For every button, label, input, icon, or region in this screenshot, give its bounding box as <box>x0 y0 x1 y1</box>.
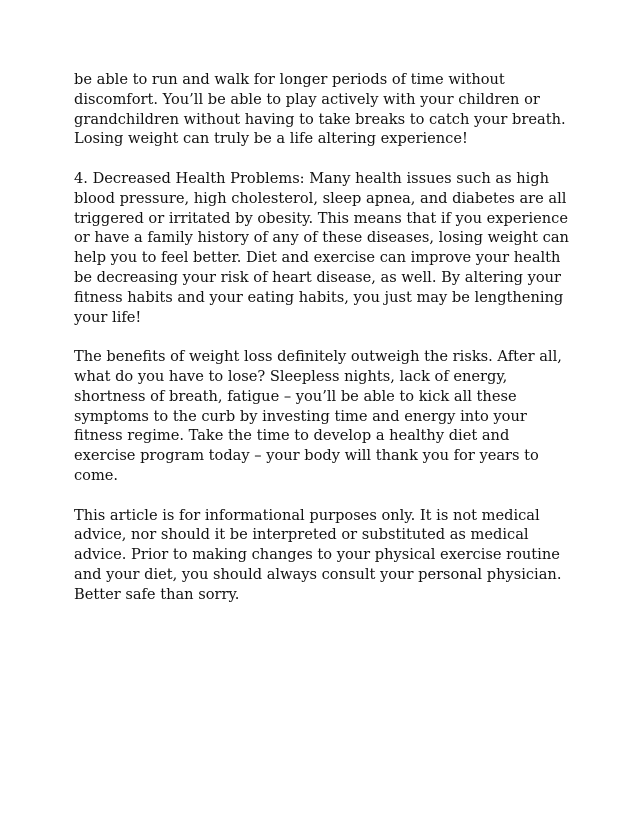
text-line: symptoms to the curb by investing time and energy into your <box>74 407 527 425</box>
text-line: what do you have to lose? Sleepless nights, lack of energy, <box>74 367 508 385</box>
paragraph-benefits-outweigh-risks <box>74 347 564 486</box>
text-line: help you to feel better. Diet and exercise can improve your health <box>74 249 561 267</box>
text-line: fitness regime. Take the time to develop a healthy diet and <box>74 427 510 445</box>
text-line: triggered or irritated by obesity. This means that if you experience <box>74 209 568 227</box>
text-line: blood pressure, high cholesterol, sleep apnea, and diabetes are all <box>74 189 567 207</box>
text-line: or have a family history of any of these diseases, losing weight can <box>74 229 569 247</box>
text-line: exercise program today – your body will thank you for years to <box>74 447 539 465</box>
text-line: advice. Prior to making changes to your physical exercise routine <box>74 546 560 564</box>
text-line: come. <box>74 466 119 484</box>
document-body <box>74 70 569 624</box>
text-line: advice, nor should it be interpreted or substituted as medical <box>74 526 529 544</box>
text-line: your life! <box>74 308 142 326</box>
text-line: This article is for informational purposes only. It is not medical <box>74 506 540 524</box>
text-line: be able to run and walk for longer periods of time without <box>74 71 505 88</box>
text-line: 4. Decreased Health Problems: Many health issues such as high <box>74 169 550 187</box>
text-line: be decreasing your risk of heart disease, as well. By altering your <box>74 268 562 286</box>
text-line: and your diet, you should always consult your personal physician. <box>74 565 562 583</box>
text-line: The benefits of weight loss definitely outweigh the risks. After all, <box>74 348 562 366</box>
paragraph-decreased-health-problems <box>74 169 569 327</box>
text-line: grandchildren without having to take breaks to catch your breath. <box>74 110 566 128</box>
paragraph-disclaimer <box>74 506 564 605</box>
text-line: Losing weight can truly be a life altering experience! <box>74 130 468 148</box>
text-line: fitness habits and your eating habits, you just may be lengthening <box>74 288 564 306</box>
paragraph-benefits-activity <box>74 70 564 149</box>
text-line: shortness of breath, fatigue – you’ll be able to kick all these <box>74 387 517 405</box>
text-line: Better safe than sorry. <box>74 585 240 603</box>
text-line: discomfort. You’ll be able to play actively with your children or <box>74 90 540 108</box>
